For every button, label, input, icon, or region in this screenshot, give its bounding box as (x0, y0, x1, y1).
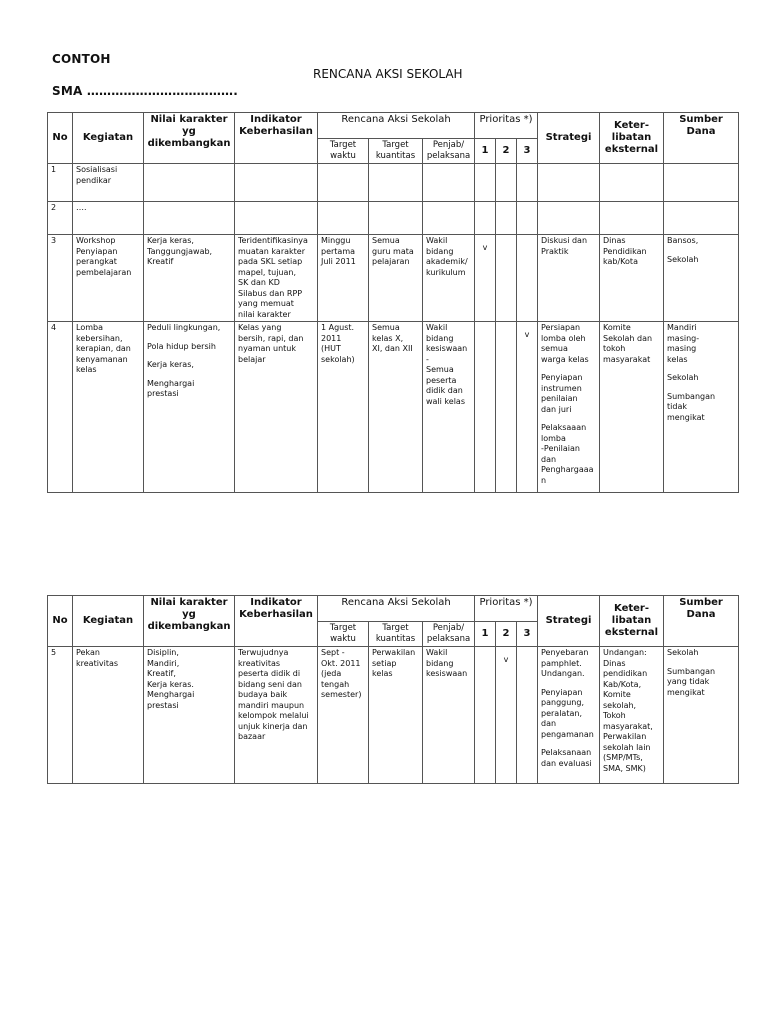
cell-text-line: -Penilaian (541, 444, 580, 453)
cell-text-line: Sekolah dan (603, 333, 653, 343)
cell-text-line: dan (541, 454, 557, 464)
cell-text-line: Komite (603, 323, 631, 332)
table-row (48, 235, 739, 322)
table-row (48, 647, 739, 784)
cell-text-line: Mandiri (667, 323, 697, 332)
cell-text-line: sekolah) (321, 354, 355, 364)
cell-kegiatan (73, 164, 144, 202)
cell-text-line: (SMP/MTs, (603, 753, 643, 762)
cell-keterlibatan (600, 164, 664, 202)
cell-target-waktu (318, 235, 369, 322)
cell-prioritas-1-check: v (475, 235, 496, 322)
col-sumber: Sumber Dana (664, 113, 739, 164)
col-penjab: Penjab/ pelaksana (423, 139, 475, 164)
cell-kegiatan (73, 235, 144, 322)
cell-no: 1 (48, 164, 73, 202)
col-kegiatan: Kegiatan (73, 596, 144, 647)
cell-text-line: kesiswaan (426, 669, 468, 678)
col-no: No (48, 113, 73, 164)
cell-text-line: mapel, tujuan, (238, 267, 297, 277)
cell-text-line: Teridentifikasinya (238, 236, 308, 245)
cell-text-line: pendikar (76, 175, 112, 185)
cell-text-line: tengah (321, 679, 350, 689)
col-target-kuantitas: Target kuantitas (369, 139, 423, 164)
cell-keterlibatan (600, 647, 664, 784)
cell-text-line: bersih, rapi, dan (238, 333, 304, 343)
col-prioritas-2: 2 (496, 622, 517, 647)
cell-text-line: guru mata (372, 246, 414, 256)
cell-text-line: Semua (372, 236, 400, 245)
cell-text-line: panggung, (541, 698, 584, 707)
cell-text-line: Penyebaran (541, 648, 589, 657)
cell-target-waktu (318, 322, 369, 493)
cell-text-line: yang tidak (667, 677, 710, 686)
cell-penjab (423, 322, 475, 493)
cell-prioritas-1 (475, 322, 496, 493)
cell-text-line: sekolah lain (603, 742, 651, 752)
cell-strategi (538, 647, 600, 784)
cell-text-line: Workshop (76, 236, 116, 245)
cell-text-line: nilai karakter (238, 309, 291, 319)
cell-text-line: kab/Kota (603, 257, 638, 266)
cell-text-line: masyarakat (603, 354, 651, 364)
col-sumber: Sumber Dana (664, 596, 739, 647)
cell-text-line: Juli 2011 (321, 257, 356, 266)
cell-keterlibatan (600, 202, 664, 235)
cell-text-line: Semua (426, 365, 454, 374)
col-rencana: Rencana Aksi Sekolah (318, 113, 475, 139)
cell-text-line: setiap (372, 658, 397, 668)
cell-text-line: tokoh (603, 344, 626, 353)
cell-text-line: warga kelas (541, 354, 589, 364)
cell-text-line: Tokoh (603, 711, 626, 720)
cell-kegiatan (73, 322, 144, 493)
cell-text-line: kebersihan, (76, 333, 123, 343)
col-nilai: Nilai karakter yg dikembangkan (144, 596, 235, 647)
col-prioritas: Prioritas *) (475, 113, 538, 139)
cell-text-line: Sept - (321, 648, 345, 657)
cell-text-line: pengamanan (541, 729, 594, 739)
cell-no: 4 (48, 322, 73, 493)
cell-text-line: mengikat (667, 687, 705, 697)
cell-text-line: bidang (426, 658, 454, 668)
action-plan-table-2 (47, 595, 739, 784)
cell-text-line: Peduli lingkungan, (147, 323, 221, 332)
cell-text-line: Sumbangan (667, 666, 716, 676)
cell-text-line: Kreatif (147, 257, 174, 266)
cell-sumber (664, 235, 739, 322)
cell-text-line: dan evaluasi (541, 758, 592, 768)
cell-text-line: Diskusi dan (541, 236, 588, 245)
cell-text-line: kelas X, (372, 333, 404, 343)
col-prioritas-3: 3 (517, 622, 538, 647)
table-row (48, 322, 739, 493)
cell-text-line: semester) (321, 690, 362, 699)
cell-text-line: peralatan, (541, 708, 582, 718)
cell-text-line: peserta didik di (238, 669, 301, 678)
table-row (48, 164, 739, 202)
cell-nilai (144, 164, 235, 202)
cell-text-line: - (426, 354, 429, 364)
cell-text-line: kenyamanan (76, 354, 128, 364)
cell-target-waktu (318, 647, 369, 784)
cell-text-line: kerapian, dan (76, 344, 131, 353)
cell-text-line: Terwujudnya (238, 648, 289, 657)
cell-text-line: bazaar (238, 732, 266, 741)
col-prioritas-3: 3 (517, 139, 538, 164)
cell-text-line: Pelaksanaan (541, 748, 592, 757)
cell-text-line: Kelas yang (238, 323, 282, 332)
cell-prioritas-2 (496, 202, 517, 235)
cell-text-line: Perwakilan (603, 732, 647, 741)
col-indikator: Indikator Keberhasilan (235, 596, 318, 647)
cell-prioritas-3 (517, 202, 538, 235)
cell-nilai (144, 235, 235, 322)
cell-indikator (235, 647, 318, 784)
cell-text-line: tidak (667, 402, 687, 411)
cell-text-line: Kerja keras, (147, 360, 194, 369)
cell-text-line: Minggu (321, 236, 351, 245)
cell-prioritas-1 (475, 164, 496, 202)
cell-text-line: belajar (238, 354, 266, 364)
cell-keterlibatan (600, 235, 664, 322)
cell-text-line: kelompok melalui (238, 711, 309, 720)
cell-text-line: Sekolah (667, 373, 699, 382)
col-prioritas-1: 1 (475, 139, 496, 164)
cell-text-line: mengikat (667, 412, 705, 422)
cell-target-waktu (318, 164, 369, 202)
cell-text-line: Wakil (426, 648, 448, 657)
cell-text-line: Penyiapan (541, 373, 583, 382)
cell-text-line: (jeda (321, 669, 342, 678)
cell-text-line: Mandiri, (147, 658, 180, 668)
cell-sumber (664, 647, 739, 784)
cell-text-line: Kreatif, (147, 669, 176, 678)
cell-text-line: …. (76, 203, 87, 212)
cell-strategi (538, 235, 600, 322)
cell-text-line: pembelajaran (76, 267, 132, 277)
cell-text-line: masing (667, 344, 697, 353)
cell-prioritas-2 (496, 164, 517, 202)
cell-text-line: akademik/ (426, 257, 468, 266)
cell-text-line: budaya baik (238, 690, 288, 699)
cell-text-line: bidang (426, 246, 454, 256)
cell-text-line: pamphlet. (541, 658, 582, 668)
cell-text-line: SK dan KD (238, 278, 280, 287)
cell-prioritas-1 (475, 202, 496, 235)
col-prioritas-1: 1 (475, 622, 496, 647)
cell-nilai (144, 647, 235, 784)
col-kegiatan: Kegiatan (73, 113, 144, 164)
cell-prioritas-2-check: v (496, 647, 517, 784)
cell-text-line: nyaman untuk (238, 344, 296, 353)
col-strategi: Strategi (538, 596, 600, 647)
cell-text-line: masyarakat, (603, 721, 653, 731)
cell-text-line: unjuk kinerja dan (238, 721, 308, 731)
cell-text-line: bidang (426, 333, 454, 343)
cell-text-line: Pekan (76, 648, 100, 657)
cell-text-line: Perwakilan (372, 648, 416, 657)
cell-keterlibatan (600, 322, 664, 493)
cell-text-line: Kerja keras. (147, 679, 194, 689)
cell-prioritas-3 (517, 164, 538, 202)
cell-text-line: yang memuat (238, 299, 294, 308)
col-prioritas-2: 2 (496, 139, 517, 164)
cell-text-line: Undangan. (541, 669, 585, 678)
cell-kegiatan (73, 202, 144, 235)
cell-text-line: Menghargai (147, 690, 195, 699)
cell-text-line: lomba (541, 433, 566, 443)
cell-text-line: kreativitas (76, 658, 119, 668)
cell-text-line: kurikulum (426, 267, 466, 277)
cell-target-waktu (318, 202, 369, 235)
cell-no: 5 (48, 647, 73, 784)
cell-penjab (423, 164, 475, 202)
cell-text-line: Tanggungjawab, (147, 246, 213, 256)
cell-text-line: Pelaksaaan (541, 423, 587, 432)
cell-text-line: Penghargaaan (541, 465, 594, 485)
col-prioritas: Prioritas *) (475, 596, 538, 622)
cell-sumber (664, 164, 739, 202)
cell-text-line: XI, dan XII (372, 344, 413, 353)
action-plan-table-1 (47, 112, 739, 493)
cell-text-line: Undangan: (603, 648, 647, 657)
cell-text-line: Penyiapan (76, 246, 118, 256)
cell-penjab (423, 647, 475, 784)
cell-text-line: Sekolah (667, 254, 699, 264)
cell-strategi (538, 202, 600, 235)
cell-sumber (664, 202, 739, 235)
cell-target-kuantitas (369, 322, 423, 493)
cell-sumber (664, 322, 739, 493)
cell-nilai (144, 322, 235, 493)
cell-text-line: Menghargai (147, 378, 195, 388)
col-nilai: Nilai karakter yg dikembangkan (144, 113, 235, 164)
cell-text-line: penilaian (541, 394, 578, 403)
cell-text-line: kreativitas (238, 658, 281, 668)
cell-text-line: Persiapan (541, 323, 581, 332)
cell-text-line: kelas (667, 354, 688, 364)
cell-text-line: Praktik (541, 246, 569, 256)
cell-text-line: semua (541, 344, 568, 353)
cell-text-line: Dinas (603, 658, 626, 668)
cell-text-line: Wakil (426, 236, 448, 245)
cell-prioritas-2 (496, 235, 517, 322)
col-target-waktu: Target waktu (318, 139, 369, 164)
col-target-waktu: Target waktu (318, 622, 369, 647)
cell-text-line: dan juri (541, 404, 572, 414)
cell-text-line: wali kelas (426, 396, 465, 406)
cell-text-line: Sosialisasi (76, 165, 118, 174)
cell-text-line: kelas (76, 365, 97, 374)
cell-target-kuantitas (369, 164, 423, 202)
cell-text-line: perangkat (76, 257, 117, 266)
cell-text-line: Pendidikan (603, 246, 647, 256)
cell-prioritas-1 (475, 647, 496, 784)
col-target-kuantitas: Target kuantitas (369, 622, 423, 647)
cell-text-line: SMA, SMK) (603, 763, 646, 773)
col-keterlibatan: Keter-libatan eksternal (600, 596, 664, 647)
cell-penjab (423, 202, 475, 235)
cell-text-line: Pola hidup bersih (147, 341, 216, 351)
cell-text-line: pada SKL setiap (238, 257, 303, 266)
cell-nilai (144, 202, 235, 235)
cell-text-line: Sumbangan (667, 391, 716, 401)
cell-text-line: Lomba (76, 323, 103, 332)
cell-text-line: sekolah, (603, 700, 637, 710)
cell-indikator (235, 322, 318, 493)
col-penjab: Penjab/ pelaksana (423, 622, 475, 647)
cell-text-line: bidang seni dan (238, 679, 302, 689)
cell-no: 2 (48, 202, 73, 235)
col-rencana: Rencana Aksi Sekolah (318, 596, 475, 622)
cell-prioritas-2 (496, 322, 517, 493)
cell-prioritas-3 (517, 235, 538, 322)
cell-text-line: muatan karakter (238, 246, 305, 256)
cell-text-line: Sekolah (667, 648, 699, 657)
cell-text-line: kesiswaan (426, 344, 468, 353)
cell-indikator (235, 235, 318, 322)
cell-text-line: 1 Agust. (321, 323, 355, 332)
cell-text-line: 2011 (321, 333, 342, 343)
cell-text-line: mandiri maupun (238, 700, 305, 710)
cell-text-line: Wakil (426, 323, 448, 332)
cell-text-line: Bansos, (667, 236, 699, 245)
document-title: RENCANA AKSI SEKOLAH (313, 67, 463, 81)
cell-text-line: Penyiapan (541, 687, 583, 697)
cell-text-line: Semua (372, 323, 400, 332)
cell-text-line: dan (541, 719, 557, 728)
col-no: No (48, 596, 73, 647)
cell-text-line: masing- (667, 333, 700, 343)
cell-text-line: Komite (603, 690, 631, 699)
cell-text-line: prestasi (147, 389, 179, 398)
cell-no: 3 (48, 235, 73, 322)
sma-label: SMA ………………………………. (52, 84, 239, 98)
cell-text-line: (HUT (321, 344, 341, 353)
cell-text-line: lomba oleh (541, 333, 586, 343)
col-strategi: Strategi (538, 113, 600, 164)
cell-text-line: Okt. 2011 (321, 658, 361, 668)
cell-text-line: didik dan (426, 386, 463, 395)
cell-text-line: pelajaran (372, 257, 410, 266)
cell-text-line: Silabus dan RPP (238, 288, 303, 298)
cell-text-line: pendidikan (603, 669, 648, 678)
col-indikator: Indikator Keberhasilan (235, 113, 318, 164)
contoh-label: CONTOH (52, 52, 111, 66)
cell-prioritas-3 (517, 647, 538, 784)
cell-target-kuantitas (369, 235, 423, 322)
table-row (48, 202, 739, 235)
cell-text-line: prestasi (147, 700, 179, 710)
col-keterlibatan: Keter-libatan eksternal (600, 113, 664, 164)
cell-indikator (235, 164, 318, 202)
cell-text-line: Disiplin, (147, 648, 179, 657)
cell-text-line: kelas (372, 669, 393, 678)
cell-strategi (538, 322, 600, 493)
cell-text-line: pertama (321, 246, 356, 256)
cell-indikator (235, 202, 318, 235)
cell-kegiatan (73, 647, 144, 784)
cell-text-line: peserta (426, 375, 457, 385)
cell-text-line: Kerja keras, (147, 236, 194, 245)
cell-strategi (538, 164, 600, 202)
cell-text-line: instrumen (541, 383, 582, 393)
cell-target-kuantitas (369, 647, 423, 784)
cell-text-line: Dinas (603, 236, 626, 245)
cell-prioritas-3-check: v (517, 322, 538, 493)
cell-text-line: Kab/Kota, (603, 679, 642, 689)
cell-target-kuantitas (369, 202, 423, 235)
cell-penjab (423, 235, 475, 322)
